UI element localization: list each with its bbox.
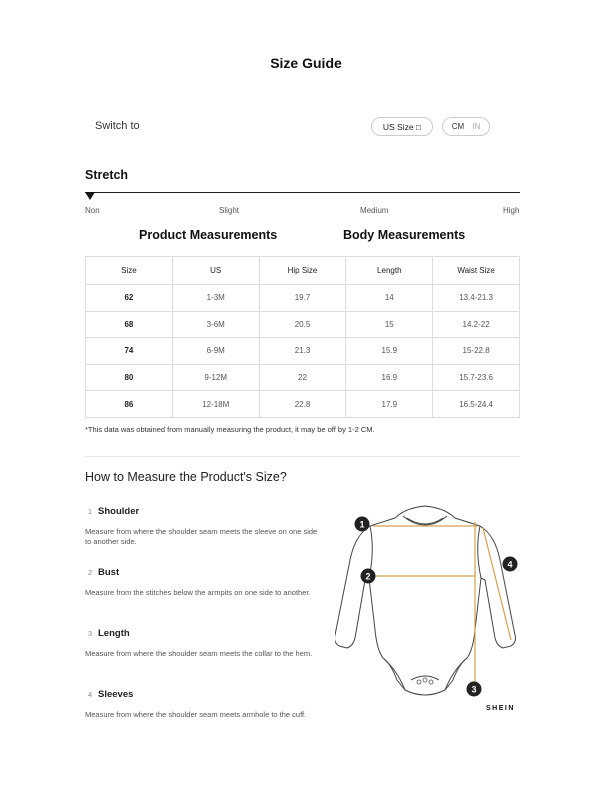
stretch-title: Stretch [85, 168, 129, 182]
measure-step-sleeves [85, 684, 325, 720]
step-description: Measure from the stitches below the armpits on one side to another. [85, 588, 311, 597]
bodysuit-measurement-diagram [335, 500, 525, 725]
stretch-level-slight: Slight [219, 206, 240, 215]
sleeve-guide-line [483, 528, 511, 640]
table-cell: 6-9M [172, 338, 259, 365]
unit-cm-option[interactable]: CM [451, 122, 465, 131]
table-cell: 12-18M [172, 391, 259, 418]
marker-2-icon [361, 569, 376, 584]
step-number: 1 [88, 507, 93, 516]
step-description: Measure from where the shoulder seam meets the sleeve on one side to another side. [85, 527, 318, 546]
marker-badges [355, 517, 518, 697]
table-row [86, 391, 520, 418]
stretch-level-medium: Medium [360, 206, 389, 215]
marker-2-label: 2 [365, 571, 371, 582]
marker-3-label: 3 [471, 684, 477, 695]
table-cell: 15.7-23.6 [433, 364, 520, 391]
snap-buttons-icon [417, 678, 433, 684]
column-header: Hip Size [259, 257, 346, 285]
step-name: Sleeves [98, 689, 134, 700]
section-divider [85, 456, 520, 457]
measure-step-shoulder [85, 501, 325, 547]
table-cell: 1-3M [172, 285, 259, 312]
marker-1-icon [355, 517, 370, 532]
step-number: 3 [88, 629, 93, 638]
table-cell: 62 [86, 285, 173, 312]
table-header-row [86, 257, 520, 285]
how-to-measure-title: How to Measure the Product's Size? [85, 470, 287, 484]
marker-4-icon [503, 557, 518, 572]
stretch-level-non: Non [85, 206, 100, 215]
table-cell: 17.9 [346, 391, 433, 418]
table-cell: 68 [86, 311, 173, 338]
table-cell: 22 [259, 364, 346, 391]
table-cell: 3-6M [172, 311, 259, 338]
brand-logo: SHEIN [486, 705, 515, 712]
size-table [85, 256, 520, 418]
step-description: Measure from where the shoulder seam meets armhole to the cuff. [85, 710, 307, 719]
table-cell: 9-12M [172, 364, 259, 391]
table-cell: 16.9 [346, 364, 433, 391]
bodysuit-outline-icon [335, 506, 516, 695]
stretch-scale-line [85, 192, 520, 193]
marker-4-label: 4 [507, 559, 513, 570]
step-name: Shoulder [98, 506, 140, 517]
measurement-footnote: *This data was obtained from manually measuring the product, it may be off by 1-2 CM. [85, 425, 375, 434]
table-row [86, 338, 520, 365]
step-number: 4 [88, 690, 93, 699]
tab-product-measurements[interactable]: Product Measurements [139, 228, 278, 242]
table-cell: 14.2-22 [433, 311, 520, 338]
table-cell: 22.8 [259, 391, 346, 418]
table-row [86, 311, 520, 338]
step-name: Bust [98, 567, 120, 578]
table-row [86, 285, 520, 312]
measurement-guides [373, 522, 511, 690]
tab-body-measurements[interactable]: Body Measurements [343, 228, 466, 242]
step-description: Measure from where the shoulder seam meets the collar to the hem. [85, 649, 313, 658]
table-cell: 16.5-24.4 [433, 391, 520, 418]
table-cell: 21.3 [259, 338, 346, 365]
measure-step-bust [85, 562, 325, 598]
step-number: 2 [88, 568, 93, 577]
unit-in-option[interactable]: IN [472, 122, 481, 131]
table-cell: 74 [86, 338, 173, 365]
measure-step-length [85, 623, 325, 659]
table-cell: 86 [86, 391, 173, 418]
column-header: Waist Size [433, 257, 520, 285]
step-name: Length [98, 628, 130, 639]
marker-3-icon [467, 682, 482, 697]
table-cell: 14 [346, 285, 433, 312]
marker-1-label: 1 [359, 519, 365, 530]
stretch-indicator-icon [85, 192, 95, 200]
stretch-level-high: High [503, 206, 520, 215]
column-header: Length [346, 257, 433, 285]
switch-label: Switch to [95, 120, 140, 132]
table-row [86, 364, 520, 391]
table-cell: 13.4-21.3 [433, 285, 520, 312]
table-cell: 15 [346, 311, 433, 338]
column-header: US [172, 257, 259, 285]
table-cell: 80 [86, 364, 173, 391]
table-cell: 15-22.8 [433, 338, 520, 365]
unit-toggle[interactable] [442, 117, 490, 136]
column-header: Size [86, 257, 173, 285]
table-cell: 20.5 [259, 311, 346, 338]
table-cell: 19.7 [259, 285, 346, 312]
us-size-button[interactable]: US Size □ [371, 117, 433, 136]
table-cell: 15.9 [346, 338, 433, 365]
page-title: Size Guide [270, 55, 342, 71]
